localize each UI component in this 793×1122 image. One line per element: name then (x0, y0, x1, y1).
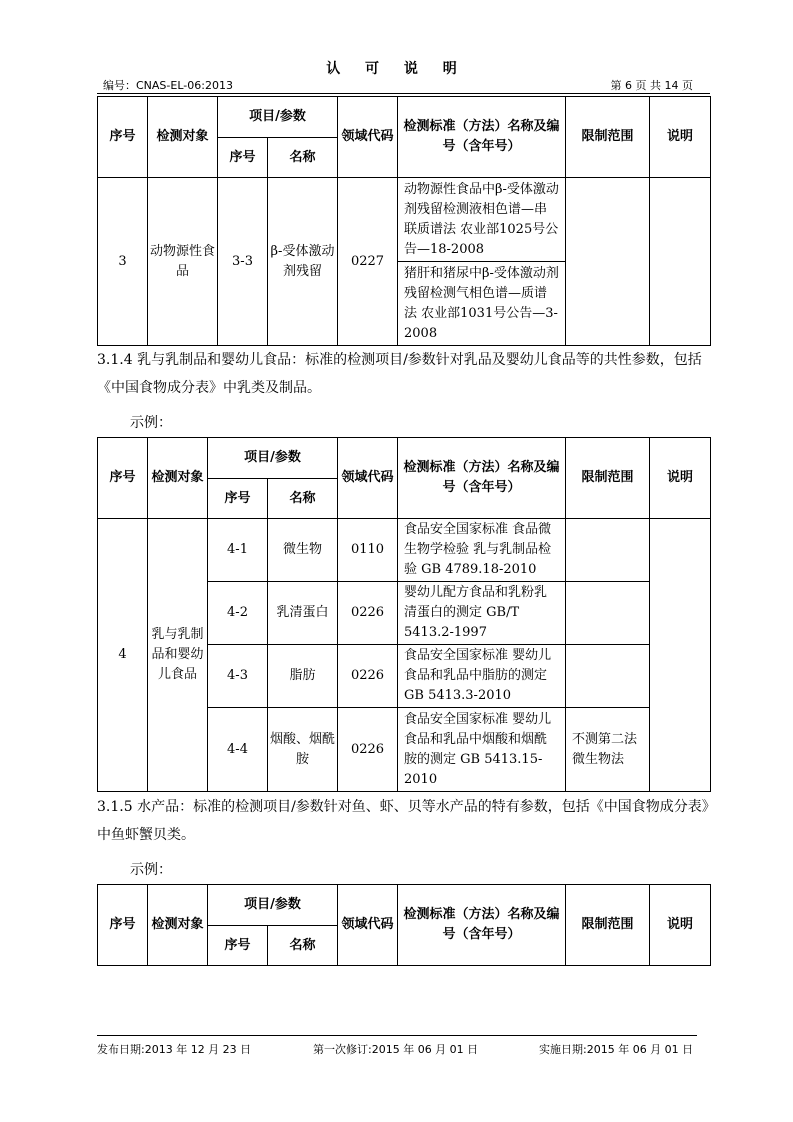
table-dairy-infant-food (97, 437, 711, 792)
cell-limit (566, 519, 650, 582)
cell-standard: 食品安全国家标准 食品微生物学检验 乳与乳制品检验 GB 4789.18-2010 (398, 519, 566, 582)
section-3-1-5: 3.1.5 水产品：标准的检测项目/参数针对鱼、虾、贝等水产品的特有参数，包括《中国食物成分表》中鱼虾蟹贝类。 (97, 799, 709, 843)
cell-object: 乳与乳制品和婴幼儿食品 (148, 519, 208, 792)
cell-seq: 4 (98, 519, 148, 792)
example-label: 示例： (130, 415, 172, 431)
header-divider (97, 93, 710, 94)
cell-limit: 不测第二法 微生物法 (566, 708, 650, 792)
cell-standard: 婴幼儿配方食品和乳粉乳清蛋白的测定 GB/T 5413.2-1997 (398, 582, 566, 645)
cell-code: 0226 (338, 582, 398, 645)
header-object: 检测对象 (148, 885, 208, 966)
example-label: 示例： (130, 862, 172, 878)
cell-sub-seq: 4-4 (208, 708, 268, 792)
cell-code: 0226 (338, 708, 398, 792)
header-object: 检测对象 (148, 438, 208, 519)
cell-standard: 动物源性食品中β-受体激动剂残留检测液相色谱—串联质谱法 农业部1025号公告—18-2008 (398, 178, 566, 262)
header-item-param: 项目/参数 (218, 97, 338, 138)
cell-standard: 食品安全国家标准 婴幼儿食品和乳品中脂肪的测定 GB 5413.3-2010 (398, 645, 566, 708)
cell-code: 0110 (338, 519, 398, 582)
table-aquatic-products (97, 884, 711, 966)
header-domain-code: 领域代码 (338, 438, 398, 519)
cell-sub-seq: 4-2 (208, 582, 268, 645)
issue-date: 发布日期:2013 年 12 月 23 日 (97, 1043, 252, 1056)
page-number: 第 6 页 共 14 页 (610, 79, 693, 92)
cell-code: 0226 (338, 645, 398, 708)
cell-sub-seq: 4-1 (208, 519, 268, 582)
header-standard: 检测标准（方法）名称及编号（含年号） (398, 885, 566, 966)
cell-name: 乳清蛋白 (268, 582, 338, 645)
effective-date: 实施日期:2015 年 06 月 01 日 (539, 1043, 694, 1056)
header-seq: 序号 (98, 885, 148, 966)
cell-note (650, 519, 711, 792)
header-item-param: 项目/参数 (208, 438, 338, 479)
header-name: 名称 (268, 479, 338, 519)
header-limit: 限制范围 (566, 97, 650, 178)
header-note: 说明 (650, 885, 711, 966)
section-3-1-4: 3.1.4 乳与乳制品和婴幼儿食品：标准的检测项目/参数针对乳品及婴幼儿食品等的共性参数，包括《中国食物成分表》中乳类及制品。 (97, 352, 702, 396)
header-seq: 序号 (98, 97, 148, 178)
header-note: 说明 (650, 438, 711, 519)
cell-standard: 食品安全国家标准 婴幼儿食品和乳品中烟酸和烟酰胺的测定 GB 5413.15-2010 (398, 708, 566, 792)
cell-limit (566, 645, 650, 708)
cell-name: 微生物 (268, 519, 338, 582)
cell-seq: 3 (98, 178, 148, 346)
cell-name: 脂肪 (268, 645, 338, 708)
cell-note (650, 178, 711, 346)
cell-limit (566, 582, 650, 645)
revision-date: 第一次修订:2015 年 06 月 01 日 (313, 1043, 479, 1056)
cell-name: β-受体激动剂残留 (268, 178, 338, 346)
cell-object: 动物源性食品 (148, 178, 218, 346)
cell-sub-seq: 3-3 (218, 178, 268, 346)
document-title: 认 可 说 明 (326, 61, 467, 77)
footer-divider (97, 1035, 697, 1036)
cell-limit (566, 178, 650, 346)
header-note: 说明 (650, 97, 711, 178)
document-code: 编号：CNAS-EL-06:2013 (103, 79, 233, 92)
header-sub-seq: 序号 (208, 479, 268, 519)
header-seq: 序号 (98, 438, 148, 519)
header-limit: 限制范围 (566, 438, 650, 519)
cell-code: 0227 (338, 178, 398, 346)
header-domain-code: 领域代码 (338, 885, 398, 966)
cell-sub-seq: 4-3 (208, 645, 268, 708)
header-standard: 检测标准（方法）名称及编号（含年号） (398, 97, 566, 178)
header-item-param: 项目/参数 (208, 885, 338, 926)
cell-standard: 猪肝和猪尿中β-受体激动剂残留检测气相色谱—质谱法 农业部1031号公告—3-2008 (398, 262, 566, 346)
header-name: 名称 (268, 138, 338, 178)
header-standard: 检测标准（方法）名称及编号（含年号） (398, 438, 566, 519)
header-name: 名称 (268, 926, 338, 966)
table-animal-food (97, 96, 711, 346)
header-domain-code: 领域代码 (338, 97, 398, 178)
header-sub-seq: 序号 (218, 138, 268, 178)
header-object: 检测对象 (148, 97, 218, 178)
header-limit: 限制范围 (566, 885, 650, 966)
cell-name: 烟酸、烟酰胺 (268, 708, 338, 792)
header-sub-seq: 序号 (208, 926, 268, 966)
